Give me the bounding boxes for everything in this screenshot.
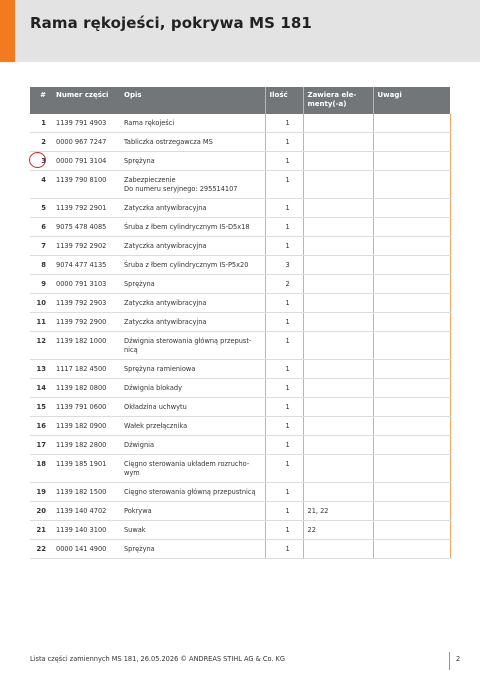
part-number-cell (52, 483, 120, 502)
page-number: 2 (456, 655, 461, 663)
notes-cell (373, 483, 450, 502)
notes-cell (373, 171, 450, 199)
part-number-text: 1139 182 0900 (56, 422, 107, 430)
row-number-text: 4 (41, 176, 46, 184)
part-number-cell (52, 114, 120, 133)
quantity-text: 1 (285, 242, 290, 250)
row-number-text: 3 (41, 157, 46, 165)
quantity-text: 1 (285, 526, 290, 534)
description-cell (120, 133, 265, 152)
quantity-cell (265, 521, 303, 540)
row-number-cell (30, 256, 52, 275)
description-text: Sprężyna (124, 545, 155, 553)
includes-cell (303, 313, 373, 332)
quantity-text: 1 (285, 441, 290, 449)
includes-cell (303, 436, 373, 455)
description-cell (120, 171, 265, 199)
part-number-cell (52, 294, 120, 313)
description-cell (120, 483, 265, 502)
quantity-cell (265, 360, 303, 379)
includes-cell (303, 133, 373, 152)
row-number-cell (30, 455, 52, 483)
description-text: Dźwignia sterowania główną przepust- (124, 337, 252, 345)
table-row (30, 502, 450, 521)
row-number-cell (30, 275, 52, 294)
part-number-text: 1139 792 2902 (56, 242, 107, 250)
row-number-cell (30, 313, 52, 332)
includes-cell (303, 275, 373, 294)
quantity-text: 1 (285, 337, 290, 345)
quantity-cell (265, 379, 303, 398)
table-row (30, 294, 450, 313)
description-text: Zatyczka antywibracyjna (124, 299, 207, 307)
part-number-text: 1139 791 4903 (56, 119, 107, 127)
includes-cell (303, 294, 373, 313)
part-number-cell (52, 237, 120, 256)
includes-cell (303, 502, 373, 521)
description-cell (120, 417, 265, 436)
description-text: Suwak (124, 526, 146, 534)
quantity-text: 1 (285, 204, 290, 212)
quantity-text: 1 (285, 384, 290, 392)
includes-cell (303, 455, 373, 483)
table-row (30, 360, 450, 379)
row-number-cell (30, 379, 52, 398)
table-row (30, 436, 450, 455)
part-number-text: 1139 791 0600 (56, 403, 107, 411)
table-row (30, 521, 450, 540)
quantity-text: 1 (285, 138, 290, 146)
description-continuation-text: nicą (124, 346, 138, 354)
quantity-text: 3 (285, 261, 290, 269)
notes-cell (373, 436, 450, 455)
description-text: Dźwignia blokady (124, 384, 182, 392)
notes-cell (373, 133, 450, 152)
table-row (30, 152, 450, 171)
notes-cell (373, 199, 450, 218)
row-number-text: 2 (41, 138, 46, 146)
row-number-cell (30, 398, 52, 417)
description-cell (120, 379, 265, 398)
quantity-text: 1 (285, 422, 290, 430)
row-number-text: 17 (36, 441, 46, 449)
row-number-cell (30, 133, 52, 152)
notes-cell (373, 152, 450, 171)
row-number-text: 13 (36, 365, 46, 373)
part-number-cell (52, 313, 120, 332)
notes-cell (373, 521, 450, 540)
notes-cell (373, 275, 450, 294)
notes-cell (373, 502, 450, 521)
description-cell (120, 455, 265, 483)
description-text: Cięgno sterowania układem rozrucho- (124, 460, 250, 468)
row-number-cell (30, 540, 52, 559)
quantity-cell (265, 152, 303, 171)
row-number-cell (30, 436, 52, 455)
description-text: Zatyczka antywibracyjna (124, 318, 207, 326)
row-number-text: 1 (41, 119, 46, 127)
part-number-text: 9075 478 4085 (56, 223, 107, 231)
table-header-row (30, 87, 450, 114)
part-number-cell (52, 275, 120, 294)
quantity-text: 1 (285, 403, 290, 411)
description-text: Pokrywa (124, 507, 152, 515)
description-text: Rama rękojeści (124, 119, 175, 127)
table-row (30, 398, 450, 417)
table-row (30, 171, 450, 199)
row-number-text: 16 (36, 422, 46, 430)
quantity-cell (265, 417, 303, 436)
description-text: Sprężyna (124, 157, 155, 165)
part-number-cell (52, 152, 120, 171)
table-row (30, 114, 450, 133)
column-header-part-number: Numer części (52, 87, 120, 114)
description-cell (120, 237, 265, 256)
row-number-text: 19 (36, 488, 46, 496)
annotation-circle (29, 152, 46, 168)
description-cell (120, 360, 265, 379)
table-row (30, 256, 450, 275)
quantity-text: 1 (285, 176, 290, 184)
includes-cell (303, 398, 373, 417)
row-number-cell (30, 199, 52, 218)
notes-cell (373, 256, 450, 275)
notes-cell (373, 237, 450, 256)
row-number-text: 15 (36, 403, 46, 411)
description-cell (120, 313, 265, 332)
part-number-text: 1139 182 2800 (56, 441, 107, 449)
table-row (30, 133, 450, 152)
quantity-text: 1 (285, 365, 290, 373)
row-number-text: 12 (36, 337, 46, 345)
description-cell (120, 256, 265, 275)
row-number-cell (30, 502, 52, 521)
parts-table (30, 87, 451, 559)
row-number-cell (30, 360, 52, 379)
quantity-cell (265, 275, 303, 294)
description-cell (120, 398, 265, 417)
row-number-cell (30, 332, 52, 360)
description-continuation-text: wym (124, 469, 140, 477)
part-number-text: 1139 792 2903 (56, 299, 107, 307)
page-title: Rama rękojeści, pokrywa MS 181 (30, 14, 312, 32)
quantity-cell (265, 313, 303, 332)
notes-cell (373, 455, 450, 483)
table-body (30, 114, 450, 559)
description-cell (120, 114, 265, 133)
part-number-text: 1139 792 2900 (56, 318, 107, 326)
row-number-cell (30, 171, 52, 199)
quantity-cell (265, 398, 303, 417)
quantity-text: 1 (285, 318, 290, 326)
part-number-cell (52, 360, 120, 379)
quantity-text: 1 (285, 460, 290, 468)
notes-cell (373, 540, 450, 559)
quantity-text: 1 (285, 223, 290, 231)
part-number-cell (52, 171, 120, 199)
includes-text: 21, 22 (307, 507, 329, 515)
quantity-cell (265, 502, 303, 521)
page-header (0, 0, 480, 62)
part-number-text: 1139 140 3100 (56, 526, 107, 534)
column-header-quantity: Ilość (265, 87, 303, 114)
description-text: Śruba z łbem cylindrycznym IS-P5x20 (124, 261, 249, 269)
column-header-notes: Uwagi (373, 87, 450, 114)
includes-cell (303, 237, 373, 256)
part-number-text: 1139 140 4702 (56, 507, 107, 515)
description-text: Śruba z łbem cylindrycznym IS-D5x18 (124, 223, 250, 231)
quantity-cell (265, 436, 303, 455)
notes-cell (373, 379, 450, 398)
row-number-text: 7 (41, 242, 46, 250)
includes-cell (303, 256, 373, 275)
description-text: Sprężyna ramieniowa (124, 365, 196, 373)
table-row (30, 237, 450, 256)
part-number-text: 1139 792 2901 (56, 204, 107, 212)
quantity-text: 2 (285, 280, 290, 288)
row-number-text: 5 (41, 204, 46, 212)
part-number-cell (52, 256, 120, 275)
notes-cell (373, 332, 450, 360)
quantity-cell (265, 483, 303, 502)
table-row (30, 332, 450, 360)
notes-cell (373, 218, 450, 237)
quantity-text: 1 (285, 507, 290, 515)
part-number-text: 1139 185 1901 (56, 460, 107, 468)
column-header-includes: Zawiera ele-menty(-a) (303, 87, 373, 114)
description-continuation-text: Do numeru seryjnego: 295514107 (124, 185, 238, 193)
includes-text: 22 (307, 526, 316, 534)
part-number-cell (52, 133, 120, 152)
includes-cell (303, 152, 373, 171)
row-number-text: 18 (36, 460, 46, 468)
includes-cell (303, 360, 373, 379)
table-row (30, 313, 450, 332)
column-header-description: Opis (120, 87, 265, 114)
notes-cell (373, 398, 450, 417)
notes-cell (373, 360, 450, 379)
includes-cell (303, 379, 373, 398)
quantity-text: 1 (285, 545, 290, 553)
part-number-cell (52, 398, 120, 417)
row-number-cell (30, 483, 52, 502)
includes-cell (303, 171, 373, 199)
quantity-cell (265, 332, 303, 360)
description-text: Zatyczka antywibracyjna (124, 242, 207, 250)
quantity-cell (265, 455, 303, 483)
quantity-cell (265, 199, 303, 218)
includes-cell (303, 218, 373, 237)
part-number-text: 0000 791 3103 (56, 280, 107, 288)
header-accent-bar (0, 0, 15, 62)
table-row (30, 417, 450, 436)
quantity-cell (265, 237, 303, 256)
footer-text: Lista części zamiennych MS 181, 26.05.2026 © ANDREAS STIHL AG & Co. KG (30, 655, 285, 663)
description-text: Zabezpieczenie (124, 176, 176, 184)
row-number-text: 20 (36, 507, 46, 515)
row-number-cell (30, 521, 52, 540)
row-number-text: 8 (41, 261, 46, 269)
quantity-cell (265, 256, 303, 275)
table-row (30, 483, 450, 502)
description-cell (120, 521, 265, 540)
row-number-text: 21 (36, 526, 46, 534)
quantity-cell (265, 540, 303, 559)
part-number-text: 1139 790 8100 (56, 176, 107, 184)
part-number-cell (52, 379, 120, 398)
quantity-cell (265, 171, 303, 199)
description-text: Sprężyna (124, 280, 155, 288)
quantity-text: 1 (285, 119, 290, 127)
includes-cell (303, 332, 373, 360)
table-row (30, 218, 450, 237)
row-number-cell (30, 114, 52, 133)
notes-cell (373, 114, 450, 133)
description-text: Okładzina uchwytu (124, 403, 187, 411)
notes-cell (373, 294, 450, 313)
table-row (30, 379, 450, 398)
part-number-text: 0000 141 4900 (56, 545, 107, 553)
includes-cell (303, 417, 373, 436)
description-text: Wałek przełącznika (124, 422, 188, 430)
row-number-cell (30, 237, 52, 256)
quantity-cell (265, 133, 303, 152)
row-number-cell (30, 218, 52, 237)
column-header-number: # (30, 87, 52, 114)
part-number-text: 1117 182 4500 (56, 365, 107, 373)
description-cell (120, 199, 265, 218)
part-number-cell (52, 502, 120, 521)
part-number-cell (52, 332, 120, 360)
table-row (30, 275, 450, 294)
quantity-cell (265, 294, 303, 313)
notes-cell (373, 313, 450, 332)
description-cell (120, 436, 265, 455)
includes-cell (303, 540, 373, 559)
quantity-text: 1 (285, 488, 290, 496)
part-number-cell (52, 199, 120, 218)
description-cell (120, 275, 265, 294)
description-text: Dźwignia (124, 441, 155, 449)
description-text: Zatyczka antywibracyjna (124, 204, 207, 212)
includes-cell (303, 521, 373, 540)
footer-divider (449, 652, 450, 670)
description-text: Cięgno sterowania główną przepustnicą (124, 488, 256, 496)
table-row (30, 540, 450, 559)
part-number-text: 1139 182 1000 (56, 337, 107, 345)
row-number-cell (30, 417, 52, 436)
description-text: Tabliczka ostrzegawcza MS (124, 138, 213, 146)
description-cell (120, 502, 265, 521)
includes-cell (303, 114, 373, 133)
table-row (30, 455, 450, 483)
row-number-text: 14 (36, 384, 46, 392)
notes-cell (373, 417, 450, 436)
part-number-text: 1139 182 1500 (56, 488, 107, 496)
part-number-text: 0000 967 7247 (56, 138, 107, 146)
description-cell (120, 332, 265, 360)
row-number-text: 6 (41, 223, 46, 231)
part-number-cell (52, 218, 120, 237)
description-cell (120, 218, 265, 237)
row-number-cell (30, 294, 52, 313)
part-number-cell (52, 436, 120, 455)
part-number-cell (52, 417, 120, 436)
part-number-cell (52, 455, 120, 483)
part-number-cell (52, 521, 120, 540)
row-number-text: 10 (36, 299, 46, 307)
row-number-text: 11 (36, 318, 46, 326)
part-number-text: 1139 182 0800 (56, 384, 107, 392)
includes-cell (303, 199, 373, 218)
part-number-text: 9074 477 4135 (56, 261, 107, 269)
row-number-text: 22 (36, 545, 46, 553)
part-number-text: 0000 791 3104 (56, 157, 107, 165)
includes-cell (303, 483, 373, 502)
quantity-text: 1 (285, 157, 290, 165)
row-number-text: 9 (41, 280, 46, 288)
description-cell (120, 152, 265, 171)
part-number-cell (52, 540, 120, 559)
description-cell (120, 294, 265, 313)
description-cell (120, 540, 265, 559)
quantity-cell (265, 218, 303, 237)
quantity-text: 1 (285, 299, 290, 307)
table-row (30, 199, 450, 218)
quantity-cell (265, 114, 303, 133)
